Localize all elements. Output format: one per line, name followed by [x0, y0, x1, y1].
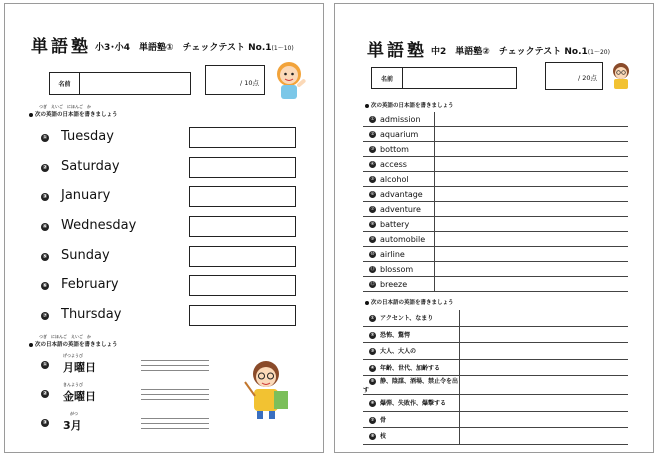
table-row	[363, 172, 628, 187]
answer-cell[interactable]	[460, 411, 629, 428]
score-label: / 20点	[577, 74, 597, 82]
english-word: Saturday	[61, 158, 120, 174]
section2-heading	[365, 298, 454, 306]
word-cell	[363, 262, 435, 277]
word-ruby: げつようび	[63, 353, 83, 358]
list-item	[41, 246, 301, 276]
english-word-table	[363, 112, 628, 292]
answer-cell[interactable]	[435, 277, 629, 292]
item-number: ②	[42, 391, 48, 397]
item-number: ④	[42, 224, 48, 231]
english-word: Sunday	[61, 247, 110, 263]
worksheet-title-text: 小3･小4 単語塾① チェックテスト No.1	[95, 43, 272, 53]
table-row	[363, 277, 628, 292]
section2-heading	[29, 334, 118, 348]
worksheet-range: (1〜20)	[587, 49, 610, 56]
list-item	[41, 411, 221, 446]
english-word: aquarium	[380, 129, 419, 139]
answer-cell[interactable]	[460, 376, 629, 395]
table-row	[363, 376, 628, 395]
item-number: ⑦	[370, 206, 375, 212]
answer-cell[interactable]	[460, 359, 629, 376]
table-row	[363, 359, 628, 376]
item-number: ⑥	[370, 401, 375, 407]
answer-cell[interactable]	[460, 343, 629, 360]
score-label: / 10点	[239, 79, 259, 87]
answer-cell[interactable]	[435, 217, 629, 232]
worksheet-title-text: 中2 単語塾② チェックテスト No.1	[431, 47, 588, 57]
table-row	[363, 157, 628, 172]
answer-cell[interactable]	[435, 232, 629, 247]
table-row	[363, 127, 628, 142]
answer-box[interactable]	[189, 305, 296, 326]
item-number: ⑦	[370, 417, 375, 423]
english-word: battery	[380, 219, 410, 229]
japanese-word-table	[363, 310, 628, 445]
item-number: ③	[370, 146, 375, 152]
english-word: airline	[380, 249, 405, 259]
bullet-icon	[29, 343, 33, 347]
table-row	[363, 326, 628, 343]
word-cell	[363, 359, 460, 376]
item-number: ②	[370, 131, 375, 137]
english-word: admission	[380, 114, 421, 124]
section2-text: 次の日本語の英語を書きましょう	[371, 300, 454, 306]
item-number: ⑦	[42, 313, 48, 320]
english-word: Tuesday	[61, 129, 114, 144]
word-cell	[363, 326, 460, 343]
name-label: 名前	[372, 68, 403, 88]
english-word: bottom	[380, 144, 409, 154]
name-label: 名前	[50, 73, 80, 94]
list-item	[41, 305, 301, 335]
section1-heading	[365, 101, 454, 109]
table-row	[363, 202, 628, 217]
japanese-word: 年齢、世代、加齢する	[380, 364, 441, 372]
list-item	[41, 382, 221, 417]
bullet-icon	[365, 104, 369, 108]
answer-cell[interactable]	[435, 127, 629, 142]
word-cell	[363, 172, 435, 187]
girl-illustration-icon	[269, 57, 311, 103]
word-cell	[363, 395, 460, 412]
answer-cell[interactable]	[435, 202, 629, 217]
answer-cell[interactable]	[435, 262, 629, 277]
word-cell	[363, 127, 435, 142]
word-cell	[363, 142, 435, 157]
japanese-word: 静、陰謀、酒場、禁止令を出す	[363, 378, 459, 394]
japanese-word: 枝	[380, 433, 387, 441]
japanese-word-text: 3月	[63, 419, 82, 432]
section1-ruby: つぎ えいご にほんご か	[39, 104, 91, 109]
item-number: ③	[42, 194, 48, 201]
item-number: ⑥	[42, 283, 48, 290]
item-number: ②	[42, 164, 48, 171]
section1-heading	[29, 104, 118, 118]
english-word: breeze	[380, 279, 408, 289]
score-box[interactable]	[545, 62, 603, 90]
item-number: ⑨	[370, 236, 375, 242]
item-number: ⑥	[370, 191, 375, 197]
word-cell	[363, 232, 435, 247]
item-number: ④	[370, 161, 375, 167]
word-cell	[363, 428, 460, 445]
word-cell	[363, 187, 435, 202]
writing-lines[interactable]	[141, 385, 209, 400]
item-number: ⑧	[370, 221, 375, 227]
answer-cell[interactable]	[435, 142, 629, 157]
table-row	[363, 112, 628, 127]
table-row	[363, 343, 628, 360]
name-box[interactable]	[49, 72, 191, 95]
list-item	[41, 275, 301, 305]
english-word: adventure	[380, 204, 421, 214]
section2-ruby: つぎ にほんご えいご か	[39, 334, 91, 339]
right-worksheet	[334, 3, 654, 453]
table-row	[363, 395, 628, 412]
item-number: ①	[370, 316, 375, 322]
japanese-word-text: 金曜日	[63, 390, 96, 403]
english-word: blossom	[380, 264, 414, 274]
english-word: automobile	[380, 234, 426, 244]
english-word: February	[61, 277, 119, 293]
japanese-word: 恐怖、驚愕	[380, 331, 411, 339]
word-cell	[363, 376, 460, 395]
score-box[interactable]	[205, 65, 265, 95]
word-cell	[363, 157, 435, 172]
student-illustration-icon	[609, 62, 633, 90]
japanese-word-text: 月曜日	[63, 361, 96, 374]
table-row	[363, 232, 628, 247]
answer-cell[interactable]	[460, 395, 629, 412]
table-row	[363, 428, 628, 445]
brand-logo: 単語塾	[31, 37, 91, 57]
section1-text: 次の英語の日本語を書きましょう	[371, 103, 454, 109]
english-word: Wednesday	[61, 218, 137, 234]
word-ruby: きんようび	[63, 382, 83, 387]
english-word: alcohol	[380, 174, 409, 184]
name-box[interactable]	[371, 67, 517, 89]
table-row	[363, 187, 628, 202]
item-number: ①	[42, 135, 48, 141]
table-row	[363, 310, 628, 326]
item-number: ①	[42, 362, 48, 368]
answer-box[interactable]	[189, 186, 296, 207]
item-number: ⑧	[370, 434, 375, 440]
word-cell	[363, 217, 435, 232]
answer-cell[interactable]	[435, 112, 629, 127]
word-cell	[363, 411, 460, 428]
word-cell	[363, 247, 435, 262]
item-number: ⑫	[370, 281, 375, 287]
item-number: ⑤	[370, 176, 375, 182]
japanese-word: 爆弾、失敗作、爆撃する	[380, 400, 447, 408]
answer-cell[interactable]	[435, 247, 629, 262]
list-item	[41, 216, 301, 246]
table-row	[363, 142, 628, 157]
english-word: advantage	[380, 189, 423, 199]
japanese-word: 骨	[380, 416, 387, 424]
teacher-illustration-icon	[241, 358, 291, 420]
item-number: ②	[370, 332, 375, 338]
item-number: ③	[370, 349, 375, 355]
table-row	[363, 262, 628, 277]
writing-lines[interactable]	[141, 356, 209, 371]
brand-logo: 単語塾	[367, 41, 427, 61]
word-cell	[363, 202, 435, 217]
answer-box[interactable]	[189, 246, 296, 267]
english-word: Thursday	[61, 307, 122, 323]
japanese-word: 大人、大人の	[380, 348, 417, 356]
item-number: ④	[370, 365, 375, 371]
answer-box[interactable]	[189, 275, 296, 296]
answer-cell[interactable]	[460, 310, 629, 326]
item-number: ③	[42, 420, 48, 426]
list-item	[41, 127, 301, 157]
item-number: ⑩	[370, 251, 375, 257]
answer-cell[interactable]	[435, 172, 629, 187]
bullet-icon	[365, 301, 369, 305]
word-cell	[363, 343, 460, 360]
bullet-icon	[29, 113, 33, 117]
word-cell	[363, 277, 435, 292]
word-cell	[363, 310, 460, 326]
answer-cell[interactable]	[435, 157, 629, 172]
japanese-word	[63, 353, 96, 375]
worksheet-title	[95, 40, 294, 53]
answer-cell[interactable]	[460, 428, 629, 445]
answer-box[interactable]	[189, 216, 296, 237]
japanese-word: アクセント、なまり	[380, 315, 434, 323]
writing-lines[interactable]	[141, 414, 209, 429]
japanese-word	[63, 382, 96, 404]
jp-word-list	[41, 353, 221, 446]
item-number: ⑤	[42, 253, 48, 260]
word-ruby: がつ	[70, 411, 78, 416]
english-word: January	[61, 188, 111, 204]
table-row	[363, 411, 628, 428]
answer-cell[interactable]	[435, 187, 629, 202]
item-number: ⑤	[370, 379, 375, 384]
section1-text: 次の英語の日本語を書きましょう	[35, 112, 118, 118]
word-cell	[363, 112, 435, 127]
answer-box[interactable]	[189, 157, 296, 178]
table-row	[363, 247, 628, 262]
left-worksheet	[4, 3, 324, 453]
table-row	[363, 217, 628, 232]
item-number: ⑪	[370, 266, 375, 272]
worksheet-range: (1〜10)	[271, 45, 294, 52]
word-list	[41, 127, 301, 335]
section2-text: 次の日本語の英語を書きましょう	[35, 342, 118, 348]
answer-cell[interactable]	[460, 326, 629, 343]
answer-box[interactable]	[189, 127, 296, 148]
worksheet-title	[431, 44, 610, 57]
item-number: ①	[370, 116, 375, 122]
list-item	[41, 157, 301, 187]
japanese-word	[63, 411, 82, 433]
list-item	[41, 186, 301, 216]
english-word: access	[380, 159, 407, 169]
